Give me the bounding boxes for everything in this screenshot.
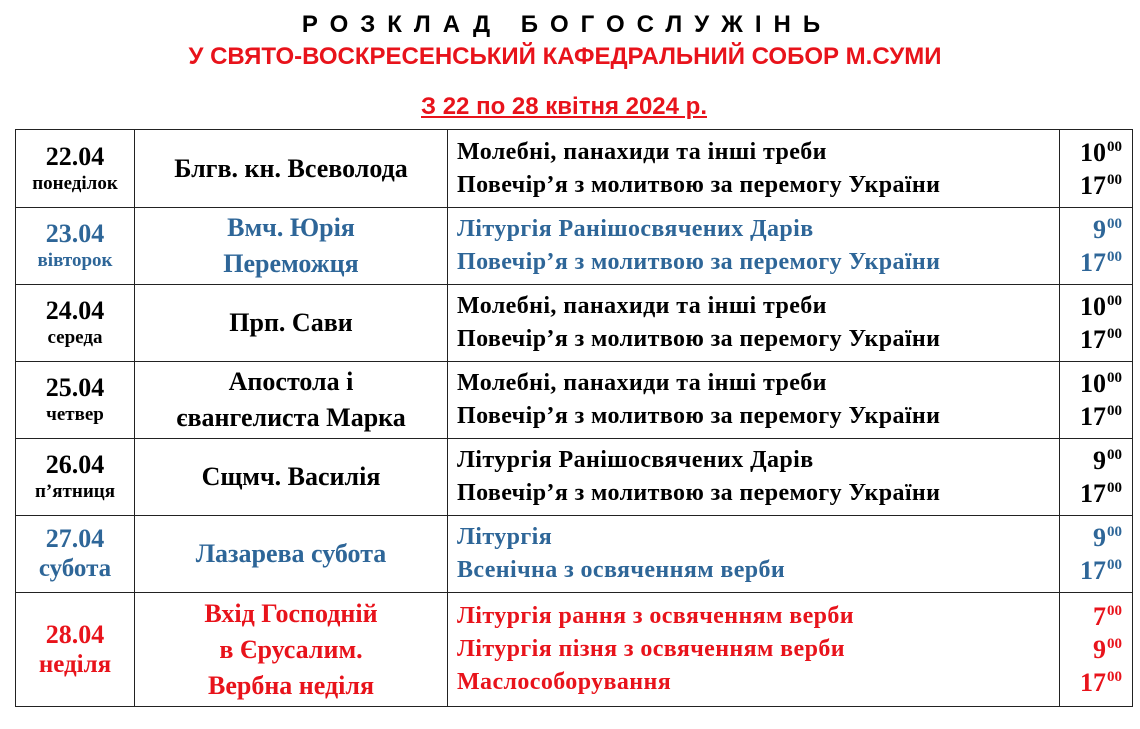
service-item: Літургія рання з освяченням верби xyxy=(457,603,855,629)
time-cell xyxy=(1060,439,1133,516)
feast-cell xyxy=(135,208,448,285)
date-number: 23.04 xyxy=(45,219,105,248)
date-number: 28.04 xyxy=(45,619,105,649)
time-hour: 17 xyxy=(1080,170,1106,200)
service-time xyxy=(1060,666,1122,699)
time-minutes: 00 xyxy=(1107,636,1122,652)
schedule-row xyxy=(16,208,1133,285)
schedule-row xyxy=(16,362,1133,439)
services-cell xyxy=(448,516,1060,593)
service-item: Молебні, панахиди та інші треби xyxy=(457,293,827,319)
services-cell xyxy=(448,208,1060,285)
service-item: Всенічна з освяченням верби xyxy=(457,557,786,583)
date-number: 27.04 xyxy=(45,524,105,553)
time-hour: 17 xyxy=(1080,248,1106,277)
schedule-row xyxy=(16,285,1133,362)
services-cell xyxy=(448,130,1060,208)
feast-cell xyxy=(135,362,448,439)
services-cell xyxy=(448,285,1060,362)
feast-cell xyxy=(135,130,448,208)
schedule-row xyxy=(16,593,1133,707)
time-hour: 17 xyxy=(1080,325,1106,354)
service-item: Молебні, панахиди та інші треби xyxy=(457,138,827,165)
feast-name-line: Переможця xyxy=(223,249,359,278)
date-period: З 22 по 28 квітня 2024 р. xyxy=(421,93,707,120)
time-cell xyxy=(1060,285,1133,362)
weekday-label: субота xyxy=(38,555,112,582)
service-item: Повечір’я з молитвою за перемогу України xyxy=(457,171,941,198)
service-item: Літургія Ранішосвячених Дарів xyxy=(457,447,814,473)
service-time xyxy=(1060,213,1122,246)
feast-name-line: Лазарева субота xyxy=(195,539,387,568)
date-number: 22.04 xyxy=(45,141,105,171)
feast-name-line: Вмч. Юрія xyxy=(227,213,355,242)
service-time xyxy=(1060,521,1122,554)
schedule-row xyxy=(16,439,1133,516)
time-hour: 17 xyxy=(1080,402,1106,431)
service-time xyxy=(1060,136,1122,169)
date-number: 24.04 xyxy=(45,296,105,325)
weekday-label: п’ятниця xyxy=(34,481,115,502)
schedule-row xyxy=(16,516,1133,593)
date-cell xyxy=(16,516,135,593)
time-minutes: 00 xyxy=(1107,249,1122,265)
feast-cell xyxy=(135,516,448,593)
services-cell xyxy=(448,362,1060,439)
feast-cell xyxy=(135,593,448,707)
time-minutes: 00 xyxy=(1107,171,1122,188)
service-item: Повечір’я з молитвою за перемогу України xyxy=(457,326,941,352)
service-item: Літургія Ранішосвячених Дарів xyxy=(457,216,814,242)
time-minutes: 00 xyxy=(1107,603,1122,619)
time-cell xyxy=(1060,362,1133,439)
date-cell xyxy=(16,593,135,707)
service-time xyxy=(1060,323,1122,356)
time-hour: 9 xyxy=(1093,635,1106,664)
time-hour: 9 xyxy=(1093,523,1106,552)
service-time xyxy=(1060,246,1122,279)
feast-cell xyxy=(135,285,448,362)
feast-name-line: Вербна неділя xyxy=(207,670,375,700)
feast-cell xyxy=(135,439,448,516)
time-minutes: 00 xyxy=(1107,138,1122,155)
service-item: Маслособорування xyxy=(457,669,672,695)
feast-name-line: в Єрусалим. xyxy=(219,634,363,664)
time-hour: 10 xyxy=(1080,292,1106,321)
time-cell xyxy=(1060,130,1133,208)
time-cell xyxy=(1060,593,1133,707)
service-item: Літургія xyxy=(457,524,553,550)
feast-name-line: Апостола і xyxy=(228,367,354,396)
service-item: Літургія пізня з освяченням верби xyxy=(457,636,845,662)
date-cell xyxy=(16,285,135,362)
time-hour: 17 xyxy=(1080,556,1106,585)
time-minutes: 00 xyxy=(1107,403,1122,419)
weekday-label: четвер xyxy=(46,404,104,425)
service-time xyxy=(1060,400,1122,433)
feast-name-line: євангелиста Марка xyxy=(176,403,406,432)
feast-name-line: Вхід Господній xyxy=(204,598,378,628)
service-time xyxy=(1060,600,1122,633)
service-time xyxy=(1060,633,1122,666)
weekday-label: неділя xyxy=(38,650,112,678)
service-time xyxy=(1060,444,1122,477)
services-cell xyxy=(448,439,1060,516)
service-item: Повечір’я з молитвою за перемогу України xyxy=(457,249,941,275)
time-hour: 9 xyxy=(1093,215,1106,244)
service-time xyxy=(1060,367,1122,400)
service-item: Молебні, панахиди та інші треби xyxy=(457,370,827,396)
cathedral-subtitle: У СВЯТО-ВОСКРЕСЕНСЬКИЙ КАФЕДРАЛЬНИЙ СОБОР М.СУМИ xyxy=(188,43,942,70)
feast-name-line: Блгв. кн. Всеволода xyxy=(174,153,408,183)
time-hour: 9 xyxy=(1093,446,1106,475)
schedule-body xyxy=(16,130,1133,707)
time-minutes: 00 xyxy=(1107,480,1122,496)
weekday-label: вівторок xyxy=(37,250,113,271)
document-title: РОЗКЛАД БОГОСЛУЖІНЬ xyxy=(301,11,833,38)
service-time xyxy=(1060,554,1122,587)
feast-name-line: Сщмч. Василія xyxy=(201,462,381,491)
schedule-table xyxy=(15,129,1133,707)
date-cell xyxy=(16,439,135,516)
service-time xyxy=(1060,477,1122,510)
time-minutes: 00 xyxy=(1107,669,1122,685)
service-item: Повечір’я з молитвою за перемогу України xyxy=(457,403,941,429)
time-hour: 17 xyxy=(1080,479,1106,508)
time-minutes: 00 xyxy=(1107,326,1122,342)
date-cell xyxy=(16,208,135,285)
date-cell xyxy=(16,130,135,208)
services-cell xyxy=(448,593,1060,707)
time-hour: 17 xyxy=(1080,668,1106,697)
time-minutes: 00 xyxy=(1107,447,1122,463)
service-item: Повечір’я з молитвою за перемогу України xyxy=(457,480,941,506)
date-cell xyxy=(16,362,135,439)
time-minutes: 00 xyxy=(1107,557,1122,573)
service-time xyxy=(1060,169,1122,202)
service-time xyxy=(1060,290,1122,323)
feast-name-line: Прп. Сави xyxy=(229,308,353,337)
date-number: 26.04 xyxy=(45,450,105,479)
time-minutes: 00 xyxy=(1107,216,1122,232)
time-cell xyxy=(1060,208,1133,285)
schedule-row xyxy=(16,130,1133,208)
time-hour: 10 xyxy=(1080,137,1106,167)
time-minutes: 00 xyxy=(1107,293,1122,309)
time-hour: 10 xyxy=(1080,369,1106,398)
date-number: 25.04 xyxy=(45,373,105,402)
weekday-label: середа xyxy=(47,327,103,348)
time-minutes: 00 xyxy=(1107,370,1122,386)
weekday-label: понеділок xyxy=(32,172,118,194)
time-minutes: 00 xyxy=(1107,524,1122,540)
time-hour: 7 xyxy=(1093,602,1106,631)
time-cell xyxy=(1060,516,1133,593)
